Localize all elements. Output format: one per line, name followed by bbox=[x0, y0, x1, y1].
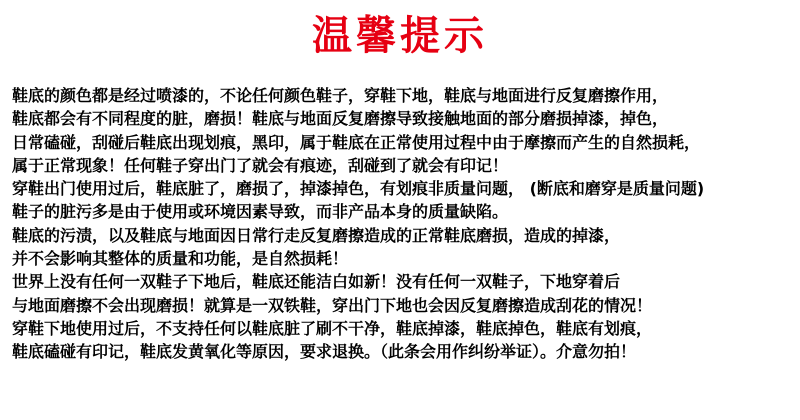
notice-line: 世界上没有任何一双鞋子下地后，鞋底还能洁白如新！没有任何一双鞋子，下地穿着后 bbox=[12, 272, 621, 292]
notice-line: 与地面磨擦不会出现磨损！就算是一双铁鞋，穿出门下地也会因反复磨擦造成刮花的情况！ bbox=[12, 295, 653, 315]
notice-line: 穿鞋出门使用过后，鞋底脏了，磨损了，掉漆掉色，有划痕非质量问题， (断底和磨穿是质量问题) bbox=[12, 179, 705, 199]
notice-line: 鞋底的污渍，以及鞋底与地面因日常行走反复磨擦造成的正常鞋底磨损，造成的掉漆， bbox=[12, 225, 621, 245]
notice-body bbox=[12, 84, 792, 364]
notice-title: 温馨提示 bbox=[312, 13, 488, 59]
notice-line: 鞋子的脏污多是由于使用或环境因素导致，而非产品本身的质量缺陷。 bbox=[12, 202, 509, 222]
notice-line: 鞋底都会有不同程度的脏，磨损！鞋底与地面反复磨擦导致接触地面的部分磨损掉漆，掉色， bbox=[12, 109, 669, 129]
notice-line: 鞋底的颜色都是经过喷漆的，不论任何颜色鞋子，穿鞋下地，鞋底与地面进行反复磨擦作用， bbox=[12, 86, 669, 105]
notice-line: 并不会影响其整体的质量和功能，是自然损耗！ bbox=[12, 249, 349, 269]
notice-line: 日常磕碰，刮碰后鞋底出现划痕，黑印，属于鞋底在正常使用过程中由于摩擦而产生的自然损耗， bbox=[12, 132, 701, 152]
notice-line: 属于正常现象！任何鞋子穿出门了就会有痕迹，刮碰到了就会有印记！ bbox=[12, 155, 509, 175]
notice-line: 鞋底磕碰有印记，鞋底发黄氧化等原因，要求退换。（此条会用作纠纷举证）。介意勿拍！ bbox=[12, 342, 637, 362]
notice-line: 穿鞋下地使用过后，不支持任何以鞋底脏了刷不干净，鞋底掉漆，鞋底掉色，鞋底有划痕， bbox=[12, 318, 653, 338]
